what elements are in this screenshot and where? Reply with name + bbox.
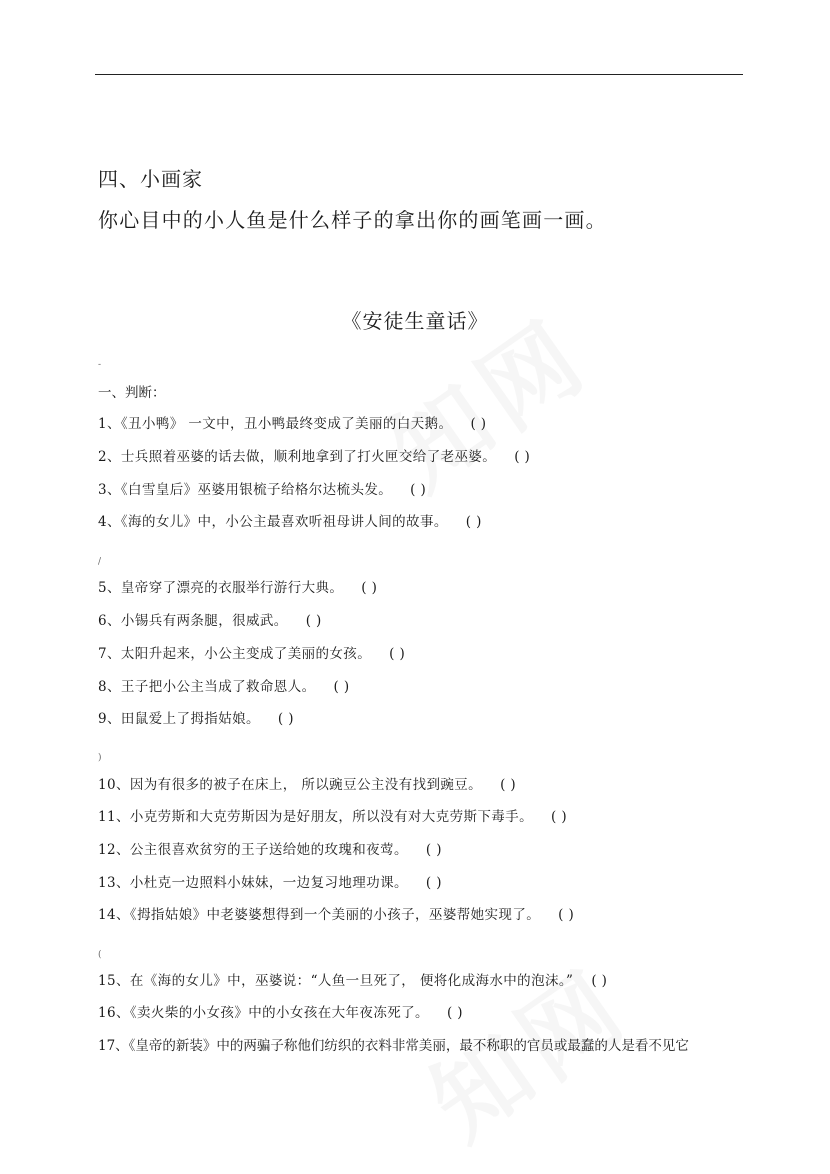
section-heading: 四、小画家 bbox=[98, 167, 203, 191]
question-text: 6、小锡兵有两条腿，很威武。 bbox=[98, 613, 288, 629]
answer-blank: ( ) bbox=[389, 646, 406, 662]
stray-mark: - bbox=[98, 360, 102, 370]
answer-blank: ( ) bbox=[558, 907, 575, 923]
answer-blank: ( ) bbox=[514, 449, 531, 465]
question-item bbox=[98, 447, 530, 467]
question-item bbox=[98, 807, 567, 827]
question-item bbox=[98, 1003, 463, 1023]
question-text: 16、《卖火柴的小女孩》中的小女孩在大年夜冻死了。 bbox=[98, 1005, 429, 1021]
question-item bbox=[98, 709, 294, 729]
answer-blank: ( ) bbox=[470, 416, 487, 432]
question-item bbox=[98, 677, 350, 697]
question-text: 17、《皇帝的新装》中的两骗子称他们纺织的衣料非常美丽，最不称职的官员或最蠢的人是看不见它 bbox=[98, 1038, 689, 1054]
question-text: 14、《拇指姑娘》中老婆婆想得到一个美丽的小孩子，巫婆帮她实现了。 bbox=[98, 907, 541, 923]
answer-blank: ( ) bbox=[500, 777, 517, 793]
question-text: 12、公主很喜欢贫穷的王子送给她的玫瑰和夜莺。 bbox=[98, 842, 408, 858]
question-item bbox=[98, 611, 322, 631]
answer-blank: ( ) bbox=[425, 875, 442, 891]
question-item bbox=[98, 1036, 689, 1056]
question-item bbox=[98, 644, 405, 664]
question-text: 10、因为有很多的被子在床上， 所以豌豆公主没有找到豌豆。 bbox=[98, 777, 483, 793]
question-item bbox=[98, 905, 574, 925]
question-text: 4、《海的女儿》中，小公主最喜欢听祖母讲人间的故事。 bbox=[98, 514, 448, 530]
answer-blank: ( ) bbox=[425, 842, 442, 858]
stray-mark: ( bbox=[98, 950, 102, 960]
question-item bbox=[98, 775, 516, 795]
question-text: 5、皇帝穿了漂亮的衣服举行游行大典。 bbox=[98, 580, 344, 596]
question-text: 8、王子把小公主当成了救命恩人。 bbox=[98, 679, 316, 695]
question-text: 1、《丑小鸭》 一文中，丑小鸭最终变成了美丽的白天鹅。 bbox=[98, 416, 453, 432]
page-title: 《安徒生童话》 bbox=[341, 309, 489, 333]
stray-mark: ) bbox=[98, 753, 102, 763]
section-subhead: 一、判断： bbox=[98, 385, 166, 401]
answer-blank: ( ) bbox=[277, 711, 294, 727]
question-text: 11、小克劳斯和大克劳斯因为是好朋友，所以没有对大克劳斯下毒手。 bbox=[98, 809, 533, 825]
header-rule bbox=[95, 74, 743, 75]
question-text: 15、在《海的女儿》中，巫婆说：“人鱼一旦死了， 便将化成海水中的泡沫。” bbox=[98, 973, 574, 989]
question-text: 3、《白雪皇后》巫婆用银梳子给格尔达梳头发。 bbox=[98, 482, 393, 498]
answer-blank: ( ) bbox=[591, 973, 608, 989]
question-item bbox=[98, 840, 442, 860]
question-item bbox=[98, 512, 482, 532]
answer-blank: ( ) bbox=[305, 613, 322, 629]
question-text: 7、太阳升起来，小公主变成了美丽的女孩。 bbox=[98, 646, 372, 662]
answer-blank: ( ) bbox=[361, 580, 378, 596]
question-item bbox=[98, 971, 607, 991]
question-text: 2、士兵照着巫婆的话去做，顺利地拿到了打火匣交给了老巫婆。 bbox=[98, 449, 497, 465]
question-text: 9、田鼠爱上了拇指姑娘。 bbox=[98, 711, 260, 727]
question-item bbox=[98, 480, 426, 500]
answer-blank: ( ) bbox=[446, 1005, 463, 1021]
drawing-prompt: 你心目中的小人鱼是什么样子的拿出你的画笔画一画。 bbox=[98, 208, 607, 232]
answer-blank: ( ) bbox=[333, 679, 350, 695]
question-text: 13、小杜克一边照料小妹妹，一边复习地理功课。 bbox=[98, 875, 408, 891]
answer-blank: ( ) bbox=[550, 809, 568, 825]
question-item bbox=[98, 873, 442, 893]
question-item bbox=[98, 414, 486, 434]
answer-blank: ( ) bbox=[465, 514, 482, 530]
question-item bbox=[98, 578, 377, 598]
answer-blank: ( ) bbox=[410, 482, 427, 498]
stray-mark: / bbox=[98, 557, 102, 567]
